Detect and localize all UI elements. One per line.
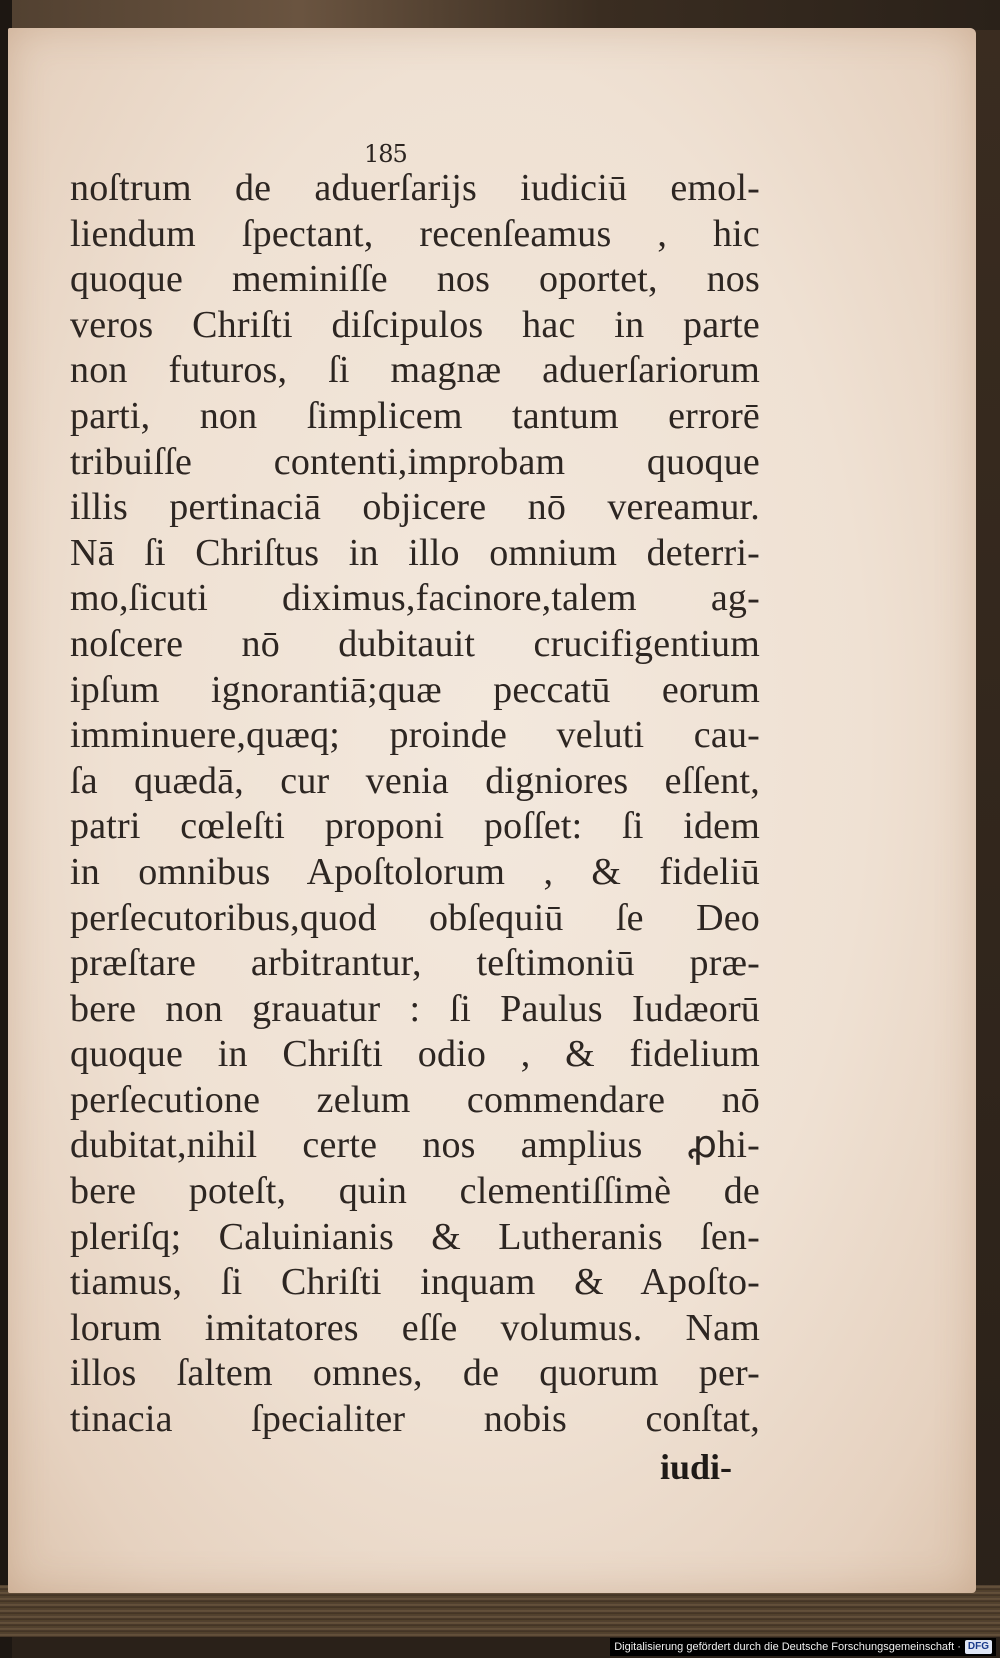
text-line: tinacia ſpecialiter nobis conſtat, <box>70 1398 760 1441</box>
catchword: iudi- <box>659 1447 732 1487</box>
text-line: quoque meminiſſe nos oportet, nos <box>70 258 760 301</box>
body-text <box>70 166 760 1443</box>
text-line: mo,ſicuti diximus,facinore,talem ag- <box>70 577 760 620</box>
text-line: pleriſq; Caluinianis & Lutheranis ſen- <box>70 1215 760 1258</box>
text-line: perſecutione zelum commendare nō <box>70 1078 760 1121</box>
text-line: lorum imitatores eſſe volumus. Nam <box>70 1306 760 1349</box>
text-line: perſecutoribus,quod obſequiū ſe Deo <box>70 896 760 939</box>
text-line: dubitat,nihil certe nos amplius ꝓhi- <box>70 1124 760 1167</box>
credit-text: Digitalisierung gefördert durch die Deutsche Forschungsgemeinschaft · <box>614 1641 961 1653</box>
text-line: quoque in Chriſti odio , & fidelium <box>70 1033 760 1076</box>
page-number: 185 <box>364 140 407 168</box>
text-line: imminuere,quæq; proinde veluti cau- <box>70 714 760 757</box>
text-line: patri cœleſti proponi poſſet: ſi idem <box>70 805 760 848</box>
dfg-logo: DFG <box>965 1640 992 1654</box>
text-line: illos ſaltem omnes, de quorum per- <box>70 1352 760 1395</box>
text-line: ipſum ignorantiā;quæ peccatū eorum <box>70 668 760 711</box>
text-line: illis pertinaciā objicere nō vereamur. <box>70 486 760 529</box>
text-line: liendum ſpectant, recenſeamus , hic <box>70 212 760 255</box>
text-line: tribuiſſe contenti,improbam quoque <box>70 440 760 483</box>
book-page <box>8 28 976 1593</box>
text-line: veros Chriſti diſcipulos hac in parte <box>70 303 760 346</box>
text-line: tiamus, ſi Chriſti inquam & Apoſto- <box>70 1261 760 1304</box>
book-top-edge <box>0 0 1000 30</box>
text-line: non futuros, ſi magnæ aduerſariorum <box>70 349 760 392</box>
text-line: ſa quædā, cur venia digniores eſſent, <box>70 759 760 802</box>
text-line: in omnibus Apoſtolorum , & fideliū <box>70 850 760 893</box>
text-line: noſtrum de aduerſarijs iudiciū emol- <box>70 167 760 209</box>
text-line: parti, non ſimplicem tantum errorē <box>70 394 760 437</box>
text-line: bere poteſt, quin clementiſſimè de <box>70 1170 760 1213</box>
text-line: Nā ſi Chriſtus in illo omnium deterri- <box>70 531 760 574</box>
text-line: bere non grauatur : ſi Paulus Iudæorū <box>70 987 760 1030</box>
digitization-credit <box>610 1638 996 1656</box>
text-line: noſcere nō dubitauit crucifigentium <box>70 622 760 665</box>
text-line: præſtare arbitrantur, teſtimoniū præ- <box>70 942 760 985</box>
